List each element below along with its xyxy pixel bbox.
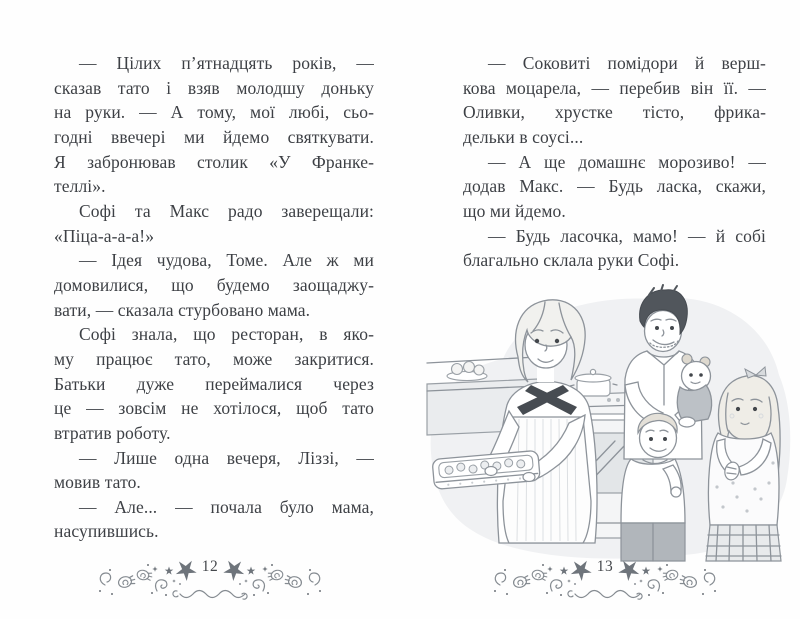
text-line: Я забронював столик «У Франке- [54,151,374,172]
page-number: 13 [596,558,614,575]
page-footer-ornament [490,557,720,605]
text-line: на руки. — А тому, мої любі, сьо- [54,102,374,123]
wave-flourish-icon [173,591,247,600]
text-line: мовив тато. [54,472,141,493]
text-line: вати, — сказала стурбовано мама. [54,299,311,320]
text-line: годні ввечері ми йдемо святкувати. [54,126,374,147]
text-line: що ми йдемо. [463,200,566,221]
mother-hand [485,467,497,476]
text-line: — Лише одна вечеря, Ліззі, — [79,447,374,468]
text-line: втратив роботу. [54,422,171,443]
text-line: кова моцарела, — перебив він її. — [463,77,766,98]
text-line: — Будь ласочка, мамо! — й собі [488,225,766,246]
text-line: теллі». [54,176,106,197]
text-line: Софі та Макс радо заверещали: [79,200,374,221]
mother-hand [523,473,535,482]
page-footer-ornament [95,557,325,605]
text-line: насупившись. [54,521,159,542]
text-line: — Ідея чудова, Томе. Але ж ми [79,250,374,271]
text-line: — Але... — почала було мама, [79,496,374,517]
text-line: дельки в соусі... [463,126,584,147]
text-line: благально склала руки Софі. [463,250,680,271]
family-kitchen-illustration [425,283,795,563]
text-line: Оливки, хрустке тісто, фрика- [463,102,766,123]
text-line: домовилися, що будемо заощаджу- [54,274,374,295]
text-line: — Соковиті помідори й верш- [488,53,766,73]
wave-flourish-icon [568,591,642,600]
right-page-text [463,51,766,273]
text-line: му працює тато, може закритися. [54,348,374,369]
text-line: Батьки дуже переймалися через [54,373,374,394]
text-line: — Цілих п’ятнадцять років, — [79,53,374,73]
text-line: додав Макс. — Будь ласка, скажи, [463,176,766,197]
text-line: «Піца-а-а-а!» [54,225,155,246]
text-line: Софі знала, що ресторан, в яко- [79,324,374,345]
text-line: — А ще домашнє морозиво! — [488,151,766,172]
text-line: сказав тато і взяв молодшу доньку [54,77,374,98]
text-line: це — зовсім не хотілося, щоб тато [54,398,374,419]
page-number: 12 [201,558,219,575]
left-page-text [54,51,374,544]
